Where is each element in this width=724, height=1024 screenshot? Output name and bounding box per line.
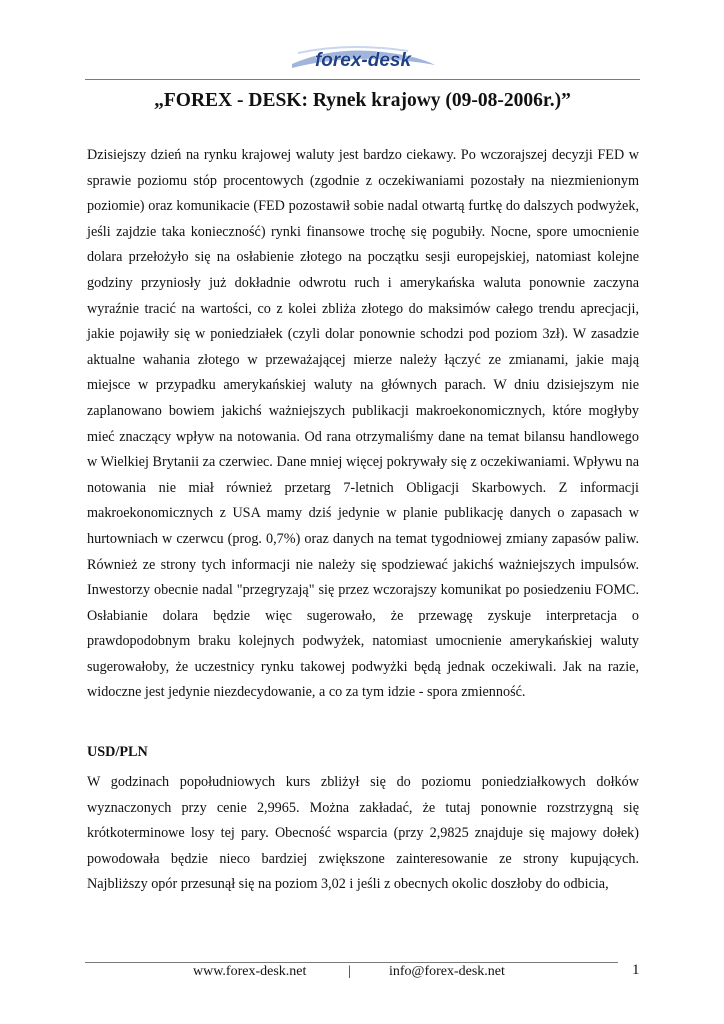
logo-text: forex-desk — [314, 50, 412, 71]
forex-desk-logo — [288, 44, 438, 74]
section-heading-usdpln: USD/PLN — [87, 744, 148, 760]
article-paragraph-intro: Dzisiejszy dzień na rynku krajowej waluty jest bardzo ciekawy. Po wczorajszej decyzji FED w sprawie poziomu stóp procentowych (zgodnie z oczekiwaniami pozostały na niezmienionym poziomie) oraz komunikacie (FED pozostawił sobie nadal otwartą furtkę do dalszych podwyżek, jeśli zajdzie taka konieczność) rynki finansowe trochę się pogubiły. Nocne, spore umocnienie dolara przełożyło się na osłabienie złotego na początku sesji europejskiej, natomiast kolejne godziny przyniosły już dokładnie odwrotu ruch i amerykańska waluta ponownie zaczyna wyraźnie tracić na wartości, co z kolei zbliża złotego do maksimów całego trendu aprecjacji, jakie pojawiły się w poniedziałek (czyli dolar ponownie schodzi pod poziom 3zł). W zasadzie aktualne wahania złotego w przeważającej mierze należy łączyć ze zmianami, jakie mają miejsce w przypadku amerykańskiej waluty na głównych parach. W dniu dzisiejszym nie zaplanowano bowiem jakichś ważniejszych publikacji makroekonomicznych, które mogłyby mieć znaczący wpływ na notowania. Od rana otrzymaliśmy dane na temat bilansu handlowego w Wielkiej Brytanii za czerwiec. Dane mniej więcej pokrywały się z oczekiwaniami. Wpływu na notowania nie miał również przetarg 7-letnich Obligacji Skarbowych. Z informacji makroekonomicznych z USA mamy dziś jedynie w planie publikację danych o zapasach w hurtowniach w czerwcu (prog. 0,7%) oraz danych na temat tygodniowej zmiany zapasów paliw. Również ze strony tych informacji nie należy się spodziewać jakichś ważniejszych impulsów. Inwestorzy obecnie nadal "przegryzają" się przez wczorajszy komunikat po posiedzeniu FOMC. Osłabianie dolara będzie więc sugerowało, że przewagę zyskuje interpretacja o prawdopodobnym braku kolejnych podwyżek, natomiast umocnienie amerykańskiej waluty sugerowałoby, że uczestnicy rynku takowej podwyżki będą jednak oczekiwali. Jak na razie, widoczne jest jedynie niezdecydowanie, a co za tym idzie - spora zmienność. — [87, 147, 639, 701]
header-divider — [85, 79, 640, 80]
document-title: „FOREX - DESK: Rynek krajowy (09-08-2006r.)” — [154, 90, 571, 111]
footer-email-link[interactable]: info@forex-desk.net — [389, 964, 505, 979]
article-paragraph-usdpln: W godzinach popołudniowych kurs zbliżył się do poziomu poniedziałkowych dołków wyznaczonych przy cenie 2,9965. Można zakładać, że tutaj ponownie rozstrzygną się krótkoterminowe losy tej pary. Obecność wsparcia (przy 2,9825 znajduje się majowy dołek) powodowała będzie nieco bardziej zwiększone zainteresowanie ze strony kupujących. Najbliższy opór przesunął się na poziom 3,02 i jeśli z obecnych okolic doszłoby do odbicia, — [87, 774, 639, 893]
page-number: 1 — [632, 962, 640, 978]
footer-separator: | — [348, 964, 351, 979]
footer-divider — [85, 962, 618, 963]
footer-website-link[interactable]: www.forex-desk.net — [193, 964, 307, 979]
